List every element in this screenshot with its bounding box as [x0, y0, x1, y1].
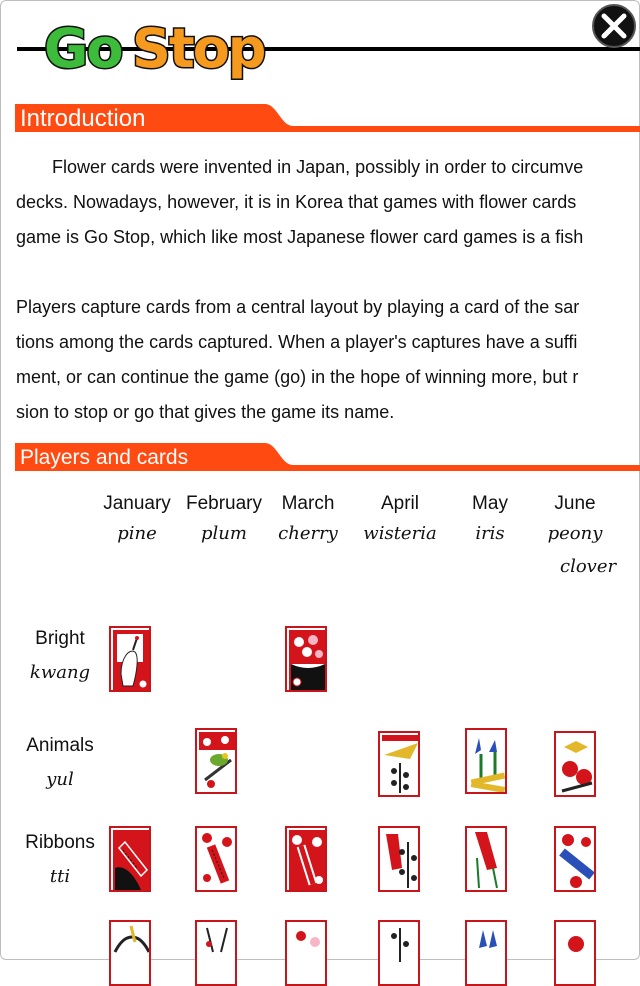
row-label-ribbons [10, 831, 110, 889]
month-name: January [103, 493, 171, 514]
card-wisteria-junk[interactable] [378, 920, 420, 986]
month-flower: pine [117, 523, 157, 544]
row-korean: tti [49, 866, 71, 887]
card-cherry-curtain[interactable] [285, 626, 327, 692]
card-plum-poetry-ribbon[interactable] [195, 826, 237, 892]
card-iris-ribbon[interactable] [465, 826, 507, 892]
section-header-introduction [15, 104, 640, 132]
month-flower: cherry [278, 523, 338, 544]
introduction-title: Introduction [20, 105, 146, 132]
card-cherry-poetry-ribbon[interactable] [285, 826, 327, 892]
card-plum-warbler[interactable] [195, 728, 237, 794]
month-flower: peony [547, 523, 603, 544]
row-label-bright [10, 627, 110, 685]
intro-line: Players capture cards from a central layout by playing a card of the sar [16, 297, 580, 317]
players-and-cards-title: Players and cards [20, 446, 189, 469]
card-wisteria-ribbon[interactable] [378, 826, 420, 892]
card-iris-junk[interactable] [465, 920, 507, 986]
logo-stop-text: Stop [132, 17, 265, 80]
intro-text [16, 150, 640, 430]
card-cherry-junk[interactable] [285, 920, 327, 986]
close-button[interactable] [592, 4, 636, 48]
month-flower: iris [475, 523, 505, 544]
month-flower: wisteria [363, 523, 437, 544]
intro-line: decks. Nowadays, however, it is in Korea that games with flower cards [16, 192, 577, 212]
month-name: June [554, 493, 596, 514]
card-wisteria-cuckoo[interactable] [378, 731, 420, 797]
intro-line: game is Go Stop, which like most Japanese flower card games is a fish [16, 227, 584, 247]
row-name: Animals [26, 735, 94, 756]
card-peony-blue-ribbon[interactable] [554, 826, 596, 892]
month-march [258, 492, 358, 546]
card-pine-crane[interactable] [109, 626, 151, 692]
row-korean: yul [46, 769, 74, 790]
intro-line: tions among the cards captured. When a player's captures have a suffi [16, 332, 578, 352]
row-name: Ribbons [25, 832, 95, 853]
month-name: April [380, 493, 419, 514]
month-june [525, 492, 625, 546]
close-icon [600, 12, 628, 40]
intro-line: sion to stop or go that gives the game its name. [16, 402, 395, 422]
row-name: Bright [35, 628, 85, 649]
month-name: March [281, 493, 335, 514]
month-name: February [185, 493, 263, 514]
card-peony-butterfly[interactable] [554, 731, 596, 797]
card-pine-poetry-ribbon[interactable] [109, 826, 151, 892]
month-flower: plum [201, 523, 247, 544]
card-plum-junk[interactable] [195, 920, 237, 986]
month-name: May [472, 493, 508, 514]
month-april [350, 492, 450, 546]
month-january [87, 492, 187, 546]
card-iris-bridge[interactable] [465, 728, 507, 794]
intro-line: ment, or can continue the game (go) in the hope of winning more, but r [16, 367, 579, 387]
card-peony-junk[interactable] [554, 920, 596, 986]
row-korean: kwang [29, 662, 91, 683]
card-pine-junk[interactable] [109, 920, 151, 986]
section-header-players-and-cards [15, 443, 640, 471]
month-flower-clover: clover [560, 556, 617, 577]
intro-line: Flower cards were invented in Japan, possibly in order to circumve [52, 157, 584, 177]
logo-go-text: Go [44, 17, 122, 80]
row-label-animals [10, 734, 110, 792]
